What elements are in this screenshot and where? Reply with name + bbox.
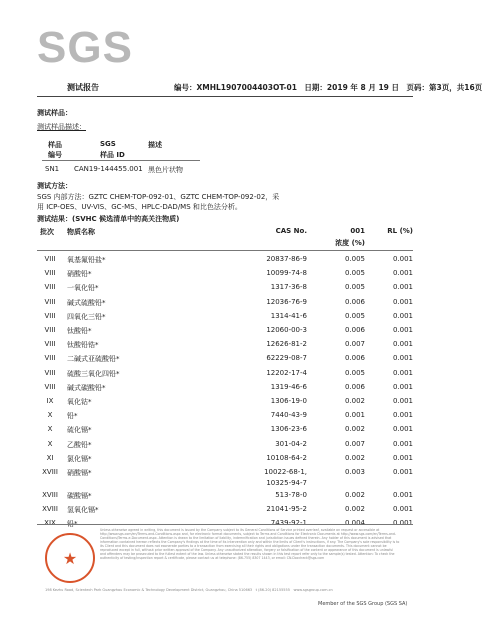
cas-cell: 1314-41-6 — [270, 311, 307, 320]
rl-cell: 0.001 — [392, 425, 413, 434]
concentration-cell: 0.005 — [344, 255, 365, 263]
batch-cell: VIII — [44, 269, 56, 278]
substance-cell: 氧化钴* — [67, 398, 92, 406]
batch-cell: XVIII — [42, 491, 58, 499]
concentration-cell: 0.005 — [344, 269, 365, 278]
batch-cell: VIII — [44, 283, 56, 292]
concentration-cell: 0.006 — [344, 382, 365, 391]
method-heading: 测试方法： — [37, 182, 72, 190]
sample-heading: 测试样品： — [37, 109, 72, 117]
table-row — [37, 269, 413, 281]
substance-cell: 铅* — [67, 520, 78, 529]
results-bottom-divider — [37, 524, 413, 525]
report-title: 测试报告 — [67, 83, 99, 92]
cas-cell: 7440-43-9 — [270, 411, 307, 420]
concentration-cell: 0.004 — [344, 519, 365, 528]
concentration-cell: 0.006 — [344, 354, 365, 363]
sample-col-id: 样品 ID — [100, 151, 125, 159]
substance-cell: 碱式硫酸铅* — [67, 298, 106, 307]
cas-cell: 12036-76-9 — [266, 297, 307, 306]
rl-cell: 0.001 — [392, 255, 413, 263]
substance-cell: 硝酸镉* — [67, 469, 92, 477]
rl-cell: 0.001 — [392, 354, 413, 363]
batch-cell: VIII — [44, 311, 56, 320]
sample-col-desc: 描述 — [148, 141, 162, 149]
cas-cell: 1306-19-0 — [270, 397, 307, 405]
table-row — [37, 298, 413, 310]
cas-cell: 20837-86-9 — [266, 255, 307, 263]
concentration-cell: 0.006 — [344, 297, 365, 306]
cas-cell: 10099-74-8 — [266, 269, 307, 278]
col-cas: CAS No. — [275, 227, 307, 235]
substance-cell: 硝酸铅* — [67, 270, 92, 279]
col-sample-id: 001 — [350, 227, 365, 235]
substance-cell: 钛酸铅锆* — [67, 341, 99, 350]
cas-cell: 301-04-2 — [275, 439, 307, 448]
substance-cell: 氯化镉* — [67, 454, 92, 463]
batch-cell: X — [47, 439, 53, 448]
table-row — [37, 369, 413, 381]
substance-cell: 钛酸铅* — [67, 327, 92, 335]
concentration-cell: 0.003 — [344, 468, 365, 476]
rl-cell: 0.001 — [392, 326, 413, 334]
substance-cell: 碱式碳酸铅* — [67, 383, 106, 392]
batch-cell: VIII — [44, 340, 56, 349]
sample-desc: 黑色片状物 — [148, 166, 183, 174]
cas-cell: 7439-92-1 — [270, 519, 307, 528]
table-row — [37, 383, 413, 395]
cas-cell: 10022-68-1, — [264, 468, 307, 476]
substance-cell: 碳酸镉* — [67, 492, 92, 500]
sample-table-divider — [42, 160, 200, 161]
batch-cell: VIII — [44, 382, 56, 391]
batch-cell: X — [47, 425, 53, 434]
table-row — [37, 312, 413, 324]
rl-cell: 0.001 — [392, 283, 413, 292]
cas-cell: 10108-64-2 — [266, 453, 307, 462]
table-row — [37, 397, 413, 409]
col-batch: 批次 — [40, 228, 54, 236]
cas-cell: 12202-17-4 — [266, 368, 307, 377]
cas-cell: 62229-08-7 — [266, 354, 307, 363]
substance-cell: 铅* — [67, 412, 78, 421]
cas-cell: 513-78-0 — [275, 491, 307, 499]
table-row — [37, 468, 413, 487]
table-row — [37, 440, 413, 452]
rl-cell: 0.001 — [392, 505, 413, 514]
concentration-cell: 0.006 — [344, 326, 365, 334]
col-substance: 物质名称 — [67, 228, 95, 236]
cas-cell: 21041-95-2 — [266, 505, 307, 514]
substance-cell: 二碱式亚硫酸铅* — [67, 355, 120, 364]
concentration-cell: 0.001 — [344, 411, 365, 420]
sample-col-no: 样品 — [48, 141, 62, 149]
concentration-cell: 0.005 — [344, 368, 365, 377]
substance-cell: 一氧化铅* — [67, 284, 99, 293]
concentration-cell: 0.002 — [344, 453, 365, 462]
rl-cell: 0.001 — [392, 368, 413, 377]
concentration-cell: 0.005 — [344, 283, 365, 292]
substance-cell: 四氧化三铅* — [67, 312, 106, 321]
report-meta: 编号：XMHL1907004403OT-01 日期：2019 年 8 月 19 日 页码：第3页，共16页 — [174, 83, 482, 92]
rl-cell: 0.001 — [392, 519, 413, 528]
substance-cell: 硫化镉* — [67, 426, 92, 435]
batch-cell: VIII — [44, 297, 56, 306]
report-header — [37, 82, 482, 96]
rl-cell: 0.001 — [392, 411, 413, 420]
cas-cell: 1319-46-6 — [270, 382, 307, 391]
sample-col-sgs: SGS — [100, 140, 116, 148]
batch-cell: IX — [46, 397, 54, 405]
sample-sgs-id: CAN19-144455.001 — [74, 165, 143, 173]
batch-cell: VIII — [44, 354, 56, 363]
seal-stamp: ★ — [45, 533, 95, 583]
sgs-member-note: Member of the SGS Group (SGS SA) — [318, 601, 408, 607]
batch-cell: XVIII — [42, 468, 58, 476]
sample-description-label: 测试样品描述： — [37, 123, 86, 131]
cas-cell: 1317-36-8 — [270, 283, 307, 292]
substance-cell: 氧基氟铅盐* — [67, 256, 106, 264]
concentration-cell: 0.002 — [344, 397, 365, 405]
table-row — [37, 326, 413, 338]
cas-cell: 1306-23-6 — [270, 425, 307, 434]
batch-cell: XI — [46, 453, 54, 462]
rl-cell: 0.001 — [392, 269, 413, 278]
table-row — [37, 411, 413, 423]
substance-cell: 硫酸三氧化四铅* — [67, 369, 120, 378]
sample-col-no-2: 编号 — [48, 151, 62, 159]
batch-cell: VIII — [44, 326, 56, 334]
batch-cell: XVIII — [42, 505, 58, 514]
concentration-cell: 0.002 — [344, 425, 365, 434]
table-row — [37, 354, 413, 366]
rl-cell: 0.001 — [392, 297, 413, 306]
sgs-logo: SGS — [37, 23, 133, 72]
batch-cell: VIII — [44, 255, 56, 263]
cas-cell-continued: 10325-94-7 — [266, 479, 307, 487]
concentration-cell: 0.005 — [344, 311, 365, 320]
rl-cell: 0.001 — [392, 382, 413, 391]
concentration-cell: 0.007 — [344, 340, 365, 349]
rl-cell: 0.001 — [392, 311, 413, 320]
table-row — [37, 255, 413, 267]
footer-address: 198 Kezhu Road, Scientech Park Guangzhou Economic & Technology Development District, Guangzhou, China 510663 t (86-20) 82155555 www.sgsgroup.com.cn — [45, 588, 333, 592]
cas-cell: 12060-00-3 — [266, 326, 307, 334]
substance-cell: 氢氧化镉* — [67, 506, 99, 515]
rl-cell: 0.001 — [392, 491, 413, 499]
substance-cell: 乙酸铅* — [67, 440, 92, 449]
rl-cell: 0.001 — [392, 439, 413, 448]
result-heading: 测试结果：(SVHC 候选清单中的高关注物质) — [37, 215, 180, 223]
header-divider — [37, 96, 413, 97]
col-concentration: 浓度 (%) — [335, 239, 365, 247]
col-rl: RL (%) — [387, 227, 413, 235]
batch-cell: VIII — [44, 368, 56, 377]
rl-cell: 0.001 — [392, 397, 413, 405]
rl-cell: 0.001 — [392, 468, 413, 476]
results-header-divider — [37, 250, 413, 251]
rl-cell: 0.001 — [392, 453, 413, 462]
table-row — [37, 491, 413, 503]
table-row — [37, 425, 413, 437]
concentration-cell: 0.007 — [344, 439, 365, 448]
batch-cell: X — [47, 411, 53, 420]
method-text-2: 用 ICP-OES、UV-VIS、GC-MS、HPLC-DAD/MS 和比色法分析。 — [37, 203, 242, 211]
table-row — [37, 283, 413, 295]
rl-cell: 0.001 — [392, 340, 413, 349]
sample-no: SN1 — [45, 165, 60, 173]
method-text-1: SGS 内部方法：GZTC CHEM-TOP-092-01、GZTC CHEM-TOP-092-02，采 — [37, 193, 280, 201]
cas-cell: 12626-81-2 — [266, 340, 307, 349]
table-row — [37, 454, 413, 466]
batch-cell: XIX — [44, 519, 56, 528]
table-row — [37, 505, 413, 517]
terms-fine-print: Unless otherwise agreed in writing, this document is issued by the Company subject to its General Conditions of Service printed overleaf, available on request or accessible at http://www.sgs.com/en/Terms-and-Conditions.aspx and, for electronic format documents, subject to Terms and Conditions for Electronic Documents at http://www.sgs.com/en/Terms-and-Conditions/Terms-e-Document.aspx. Attention is drawn to the limitation of liability, indemnification and jurisdiction issues defined therein. Any holder of this document is advised that information contained hereon reflects the Company's findings at the time of its intervention only and within the limits of Client's instructions, if any. The Company's sole responsibility is to its Client and this document does not exonerate parties to a transaction from exercising all their rights and obligations under the transaction documents. This document cannot be reproduced except in full, without prior written approval of the Company. Any unauthorized alteration, forgery or falsification of the content or appearance of this document is unlawful and offenders may be prosecuted to the fullest extent of the law. Unless otherwise stated the results shown in this test report refer only to the sample(s) tested. Attention: To check the authenticity of testing/inspection report & certificate, please contact us at telephone: (86-755) 8307 1443, or email: CN.Doccheck@sgs.com — [100, 528, 400, 560]
table-row — [37, 340, 413, 352]
concentration-cell: 0.002 — [344, 505, 365, 514]
concentration-cell: 0.002 — [344, 491, 365, 499]
